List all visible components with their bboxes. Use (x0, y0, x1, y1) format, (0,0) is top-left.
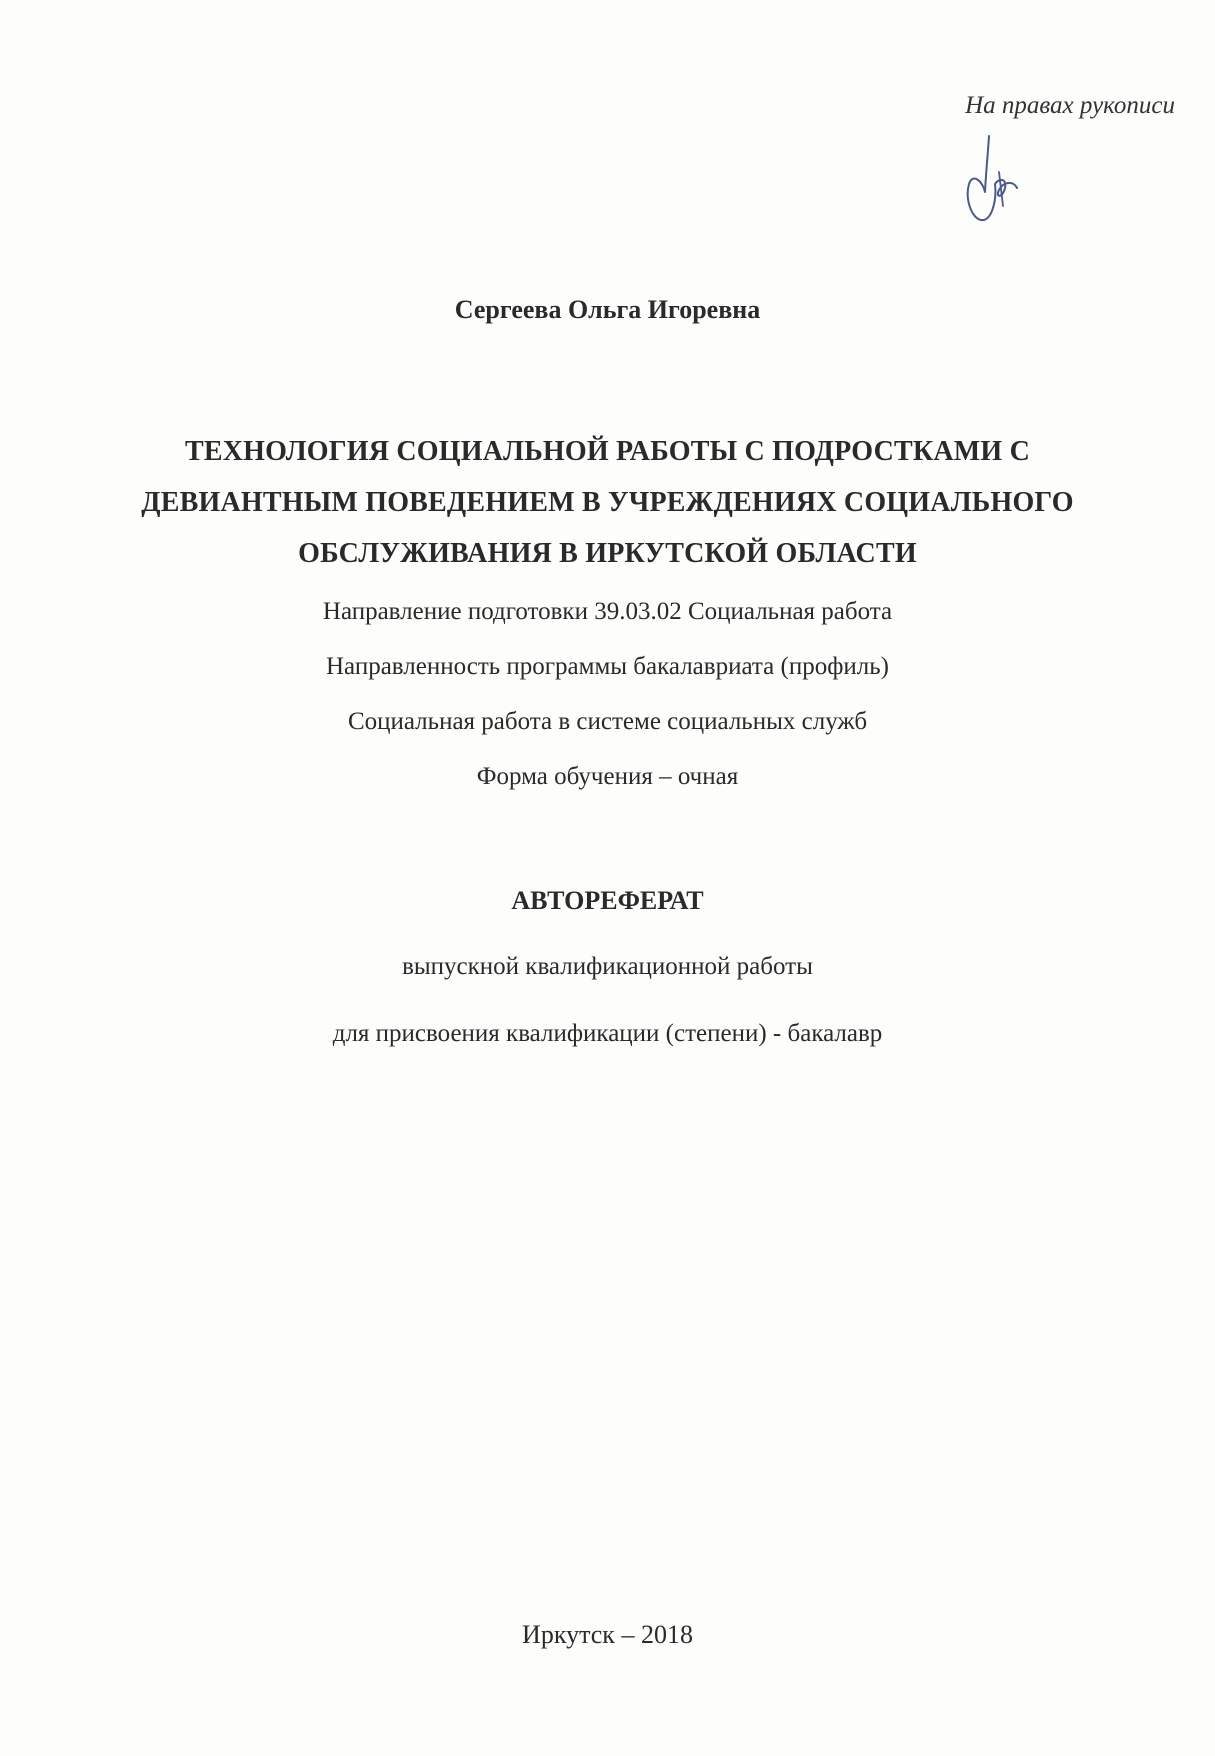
author-name: Сергеева Ольга Игоревна (454, 295, 761, 324)
rights-note: На правах рукописи (965, 92, 1175, 119)
title-line: ДЕВИАНТНЫМ ПОВЕДЕНИЕМ В УЧРЕЖДЕНИЯХ СОЦИАЛЬНОГО (141, 487, 1074, 518)
document-type: АВТОРЕФЕРАТ (511, 886, 704, 915)
document-subtitle-1: выпускной квалификационной работы (402, 953, 813, 980)
study-form: Форма обучения – очная (476, 763, 739, 790)
title-line: ОБСЛУЖИВАНИЯ В ИРКУТСКОЙ ОБЛАСТИ (298, 538, 917, 569)
title-line: ТЕХНОЛОГИЯ СОЦИАЛЬНОЙ РАБОТЫ С ПОДРОСТКАМИ С (184, 436, 1031, 467)
city-year: Иркутск – 2018 (522, 1620, 693, 1649)
program-direction: Направление подготовки 39.03.02 Социальная работа (322, 598, 893, 625)
program-profile: Социальная работа в системе социальных служб (347, 708, 868, 735)
thesis-title (0, 426, 1215, 579)
program-orientation: Направленность программы бакалавриата (профиль) (326, 653, 889, 680)
document-subtitle-2: для присвоения квалификации (степени) - бакалавр (332, 1020, 883, 1047)
signature-icon (955, 132, 1025, 227)
